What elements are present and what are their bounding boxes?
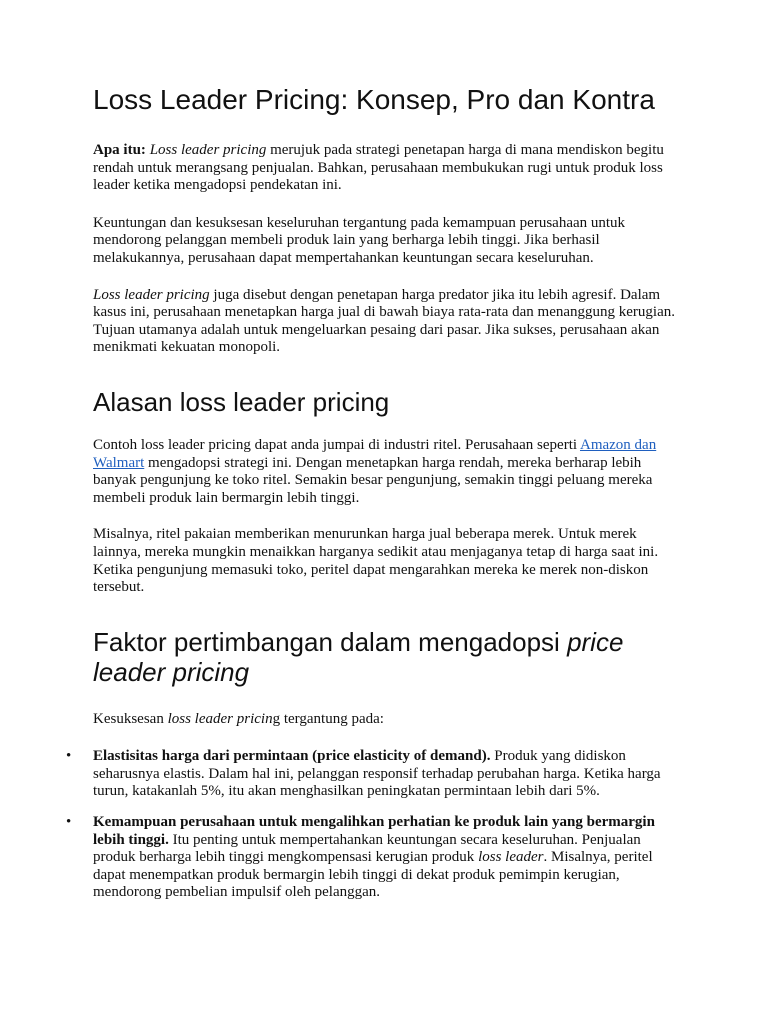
paragraph-predator — [93, 287, 683, 357]
factor-list — [66, 748, 683, 902]
intro-label: Apa itu: — [93, 142, 146, 158]
section-heading-alasan: Alasan loss leader pricing — [93, 386, 390, 417]
list-item-bold: Elastisitas harga dari permintaan (price elasticity of demand). — [93, 748, 491, 765]
amazon-walmart-link[interactable]: Amazon dan Walmart — [93, 436, 657, 471]
list-item — [66, 814, 683, 902]
article-body — [66, 84, 683, 915]
paragraph-profit: Keuntungan dan kesuksesan keseluruhan tergantung pada kemampuan perusahaan untuk mendorong pelanggan membeli produk lain yang berharga lebih tinggi. Jika berhasil melakukannya, perusahaan dapat mempertahankan keuntungan secara keseluruhan. — [93, 214, 626, 266]
list-item-text-after: . Misalnya, peritel dapat menempatkan produk bermargin lebih tinggi di dekat produk pemimpin kerugian, mendorong pembelian impulsif oleh pelanggan. — [93, 849, 653, 901]
faktor-heading-italic: price leader pricing — [93, 626, 624, 687]
page-title: Loss Leader Pricing: Konsep, Pro dan Kontra — [93, 84, 655, 115]
list-item — [66, 748, 683, 801]
success-before: Kesuksesan — [93, 710, 164, 727]
retail-text-after: mengadopsi strategi ini. Dengan menetapkan harga rendah, mereka berharap lebih banyak pengunjung ke toko ritel. Semakin besar pengunjung, semakin tinggi peluang mereka membeli produk lain bermargin lebih tinggi. — [93, 454, 653, 506]
bullet-icon: • — [66, 748, 72, 765]
intro-paragraph — [93, 142, 683, 195]
intro-term: Loss leader pricing — [149, 142, 267, 158]
predator-term: Loss leader pricing — [93, 286, 210, 303]
list-item-text: Produk yang didiskon seharusnya elastis. Dalam hal ini, pelanggan responsif terhadap perubahan harga. Ketika harga turun, katakanlah 5%, itu akan menghasilkan peningkatan permintaan lebih dari 5%. — [93, 748, 661, 800]
intro-text: merujuk pada strategi penetapan harga di mana mendiskon begitu rendah untuk merangsang penjualan. Bahkan, perusahaan membukukan rugi untuk produk loss leader ketika mengadopsi pendekatan ini. — [93, 142, 664, 194]
list-item-italic: loss leader — [478, 849, 544, 866]
paragraph-success-depends — [93, 711, 683, 729]
list-item-bold: Kemampuan perusahaan untuk mengalihkan perhatian ke produk lain yang bermargin lebih tinggi. — [93, 814, 655, 848]
faktor-heading-plain: Faktor pertimbangan dalam mengadopsi — [93, 626, 560, 657]
section-heading-faktor — [93, 627, 683, 687]
list-item-text: Itu penting untuk mempertahankan keuntungan secara keseluruhan. Penjualan produk berharga lebih tinggi mengkompensasi kerugian produk — [93, 831, 641, 866]
retail-text-before: Contoh loss leader pricing dapat anda jumpai di industri ritel. Perusahaan seperti — [93, 436, 578, 453]
success-italic: loss leader pricin — [167, 710, 273, 727]
paragraph-retail-example — [93, 437, 683, 507]
success-after: g tergantung pada: — [272, 710, 384, 727]
bullet-icon: • — [66, 814, 72, 831]
predator-text: juga disebut dengan penetapan harga predator jika itu lebih agresif. Dalam kasus ini, perusahaan menetapkan harga jual di bawah biaya rata-rata dan menanggung kerugian. Tujuan utamanya adalah untuk mengeluarkan pesaing dari pasar. Jika sukses, perusahaan akan menikmati kekuatan monopoli. — [93, 286, 675, 356]
paragraph-clothing-example: Misalnya, ritel pakaian memberikan menurunkan harga jual beberapa merek. Untuk merek lainnya, mereka mungkin menaikkan harganya sedikit atau menjaganya tetap di harga saat ini. Ketika pengunjung memasuki toko, peritel dapat mengarahkan mereka ke merek non-diskon tersebut. — [93, 526, 659, 596]
